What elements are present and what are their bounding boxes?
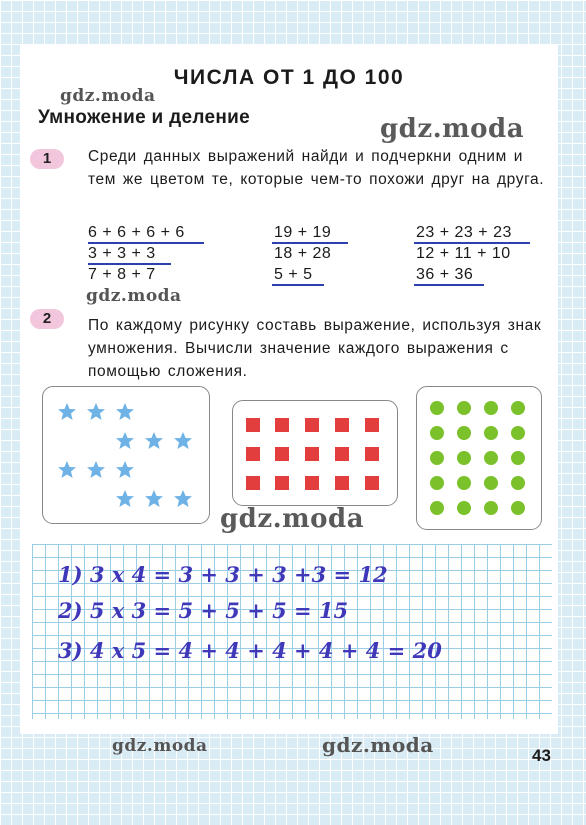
watermark: gdz.moda [322, 733, 434, 757]
stars-grid [43, 387, 209, 523]
star-icon [145, 490, 163, 507]
expression: 12 + 11 + 10 [416, 245, 511, 262]
expression: 3 + 3 + 3 [88, 245, 156, 262]
dot-icon [511, 426, 525, 440]
square-icon [305, 476, 319, 490]
expression: 23 + 23 + 23 [416, 224, 512, 241]
task2-text: По каждому рисунку составь выражение, используя знак умножения. Вычисли значение каждого выражения с помощью сложения. [88, 317, 542, 380]
workbook-page [20, 44, 558, 734]
expression: 5 + 5 [274, 266, 313, 283]
underline [414, 242, 530, 244]
watermark: gdz.moda [220, 504, 365, 534]
expression: 7 + 8 + 7 [88, 266, 156, 283]
dot-icon [430, 501, 444, 515]
dot-icon [484, 451, 498, 465]
square-icon [335, 418, 349, 432]
expression: 18 + 28 [274, 245, 332, 262]
dot-icon [484, 501, 498, 515]
star-icon [116, 403, 134, 420]
star-icon [116, 432, 134, 449]
solution-line: 1) 3 х 4 = 3 + 3 + 3 +3 = 12 [58, 562, 388, 587]
dot-icon [511, 501, 525, 515]
square-icon [335, 476, 349, 490]
page-number: 43 [532, 746, 551, 765]
square-icon [365, 447, 379, 461]
dot-icon [457, 426, 471, 440]
dot-icon [511, 401, 525, 415]
dot-icon [457, 451, 471, 465]
dot-icon [457, 501, 471, 515]
watermark: gdz.moda [112, 736, 208, 756]
dot-icon [430, 476, 444, 490]
stars-picture [42, 386, 210, 524]
star-icon [87, 461, 105, 478]
squares-picture [232, 400, 398, 506]
solution-line: 2) 5 х 3 = 5 + 5 + 5 = 15 [58, 598, 349, 623]
square-icon [365, 418, 379, 432]
dot-icon [484, 476, 498, 490]
star-icon [58, 461, 76, 478]
dots-grid [417, 387, 541, 529]
square-icon [335, 447, 349, 461]
underline [272, 242, 348, 244]
section-subtitle: Умножение и деление [38, 107, 250, 128]
watermark: gdz.moda [380, 114, 525, 144]
square-icon [275, 418, 289, 432]
underline [414, 284, 484, 286]
dot-icon [511, 476, 525, 490]
task-number-badge: 2 [30, 309, 64, 329]
underline [88, 242, 204, 244]
star-icon [174, 432, 192, 449]
underline [272, 284, 324, 286]
dot-icon [430, 426, 444, 440]
square-icon [275, 476, 289, 490]
dot-icon [430, 451, 444, 465]
expression: 19 + 19 [274, 224, 332, 241]
dot-icon [511, 451, 525, 465]
square-icon [305, 418, 319, 432]
square-icon [246, 447, 260, 461]
page-title: ЧИСЛА ОТ 1 ДО 100 [173, 66, 405, 89]
star-icon [116, 461, 134, 478]
dot-icon [430, 401, 444, 415]
dot-icon [484, 401, 498, 415]
square-icon [246, 418, 260, 432]
star-icon [87, 403, 105, 420]
task1-text: Среди данных выражений найди и подчеркни одним и тем же цветом те, которые чем-то похожи друг на друга. [88, 148, 545, 188]
star-icon [116, 490, 134, 507]
dot-icon [484, 426, 498, 440]
solution-line: 3) 4 х 5 = 4 + 4 + 4 + 4 + 4 = 20 [58, 638, 442, 663]
square-icon [275, 447, 289, 461]
star-icon [58, 403, 76, 420]
task-number-badge: 1 [30, 149, 64, 169]
star-icon [145, 432, 163, 449]
dot-icon [457, 476, 471, 490]
squares-grid [233, 401, 397, 505]
square-icon [365, 476, 379, 490]
expression: 36 + 36 [416, 266, 474, 283]
underline [88, 263, 171, 265]
star-icon [174, 490, 192, 507]
dot-icon [457, 401, 471, 415]
expression: 6 + 6 + 6 + 6 [88, 224, 185, 241]
watermark: gdz.moda [60, 86, 156, 106]
dots-picture [416, 386, 542, 530]
watermark: gdz.moda [86, 286, 182, 306]
square-icon [305, 447, 319, 461]
square-icon [246, 476, 260, 490]
